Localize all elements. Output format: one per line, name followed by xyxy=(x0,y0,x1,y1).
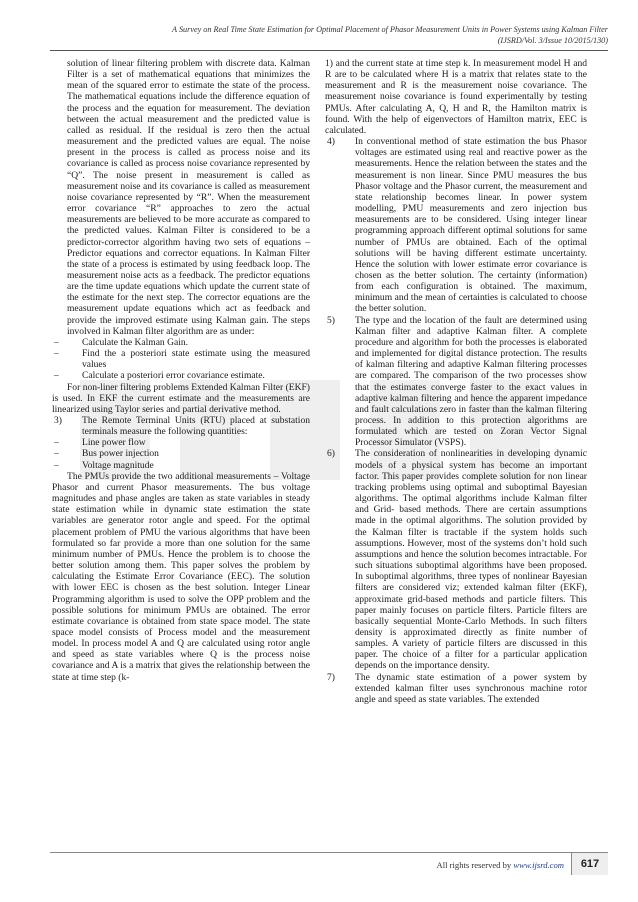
item-text: The consideration of nonlinearities in developing dynamic models of a physical system has become an important factor. This paper provides complete solution for non linear tracking problems using optimal and suboptimal Bayesian algorithms. The optimal algorithms include Kalman filter and Grid- based methods. There are certain assumptions made in the optimal algorithms. The solution provided by the Kalman filter is tractable if the system holds such assumptions. However, most of the systems don’t hold such assumptions and hence the solution becomes intractable. For such situations suboptimal algorithms have been proposed. In suboptimal algorithms, three types of nonlinear Bayesian filters are considered viz; extended kalman filter (EKF), approximate grid-based methods and particle filters. This paper mainly focuses on particle filters. Particle filters are basically sequential Monte-Carlo Methods. In such filters density is approximated directly as finite number of samples. A variety of particle filters are discussed in this paper. The choice of a filter for a particular application depends on the importance density. xyxy=(355,448,587,672)
list-item: – Bus power injection xyxy=(52,448,310,459)
item-text: The type and the location of the fault are determined using Kalman filter and adaptive Kalman filter. A complete procedure and algorithm for both the processes is elaborated and implemented for digital distance protection. The results of kalman filtering and adaptive Kalman filtering processes are compared. The comparison of the two processes show that the estimates converge faster to the exact values in adaptive kalman filtering and hence the apparent impedance and fault calculations zero in faster than the kalman filtering process. In addition to this protection algorithms are formulated which are tested on Zoran Vector Signal Processor Simulator (VSPS). xyxy=(355,314,587,449)
kalman-steps-list xyxy=(52,337,310,382)
header-rule xyxy=(50,50,608,51)
item-text: The Remote Terminal Units (RTU) placed at substation terminals measure the following quantities: xyxy=(82,415,310,438)
list-item-5 xyxy=(325,315,587,449)
item-number: 3) xyxy=(54,415,62,426)
item-number: 4) xyxy=(327,136,335,148)
list-item-4 xyxy=(325,136,587,315)
list-item-3 xyxy=(52,415,310,437)
item-text: The dynamic state estimation of a power system by extended kalman filter uses synchronous machine rotor angle and speed as state variables. The extended xyxy=(355,671,587,705)
item-number: 5) xyxy=(327,314,335,326)
list-item: – Find the a posteriori state estimate using the measured values xyxy=(52,348,310,370)
measurement-model-paragraph: 1) and the current state at time step k. In measurement model H and R are to be calculated where H is a matrix that relates state to the measurement and R is the measurement noise covariance. The measurement noise covariance is found experimentally by testing PMUs. After calculating A, Q, H and R, the Hamilton matrix is found. With the help of eigenvectors of Hamilton matrix, EEC is calculated. xyxy=(325,58,587,136)
list-item: – Line power flow xyxy=(52,437,310,448)
header-title: A Survey on Real Time State Estimation for Optimal Placement of Phasor Measurement Units in Power Systems using Kalman Filter xyxy=(172,25,608,34)
item-number: 7) xyxy=(327,671,335,683)
header-issue: (IJSRD/Vol. 3/Issue 10/2015/130) xyxy=(497,36,608,45)
item-number: 6) xyxy=(327,448,335,460)
footer xyxy=(437,860,564,870)
ekf-paragraph: For non-liner filtering problems Extended Kalman Filter (EKF) is used. In EKF the current estimate and the measurements are linearized using Taylor series and partial derivative method. xyxy=(52,381,310,415)
list-item: – Calculate a posteriori error covariance estimate. xyxy=(52,370,310,381)
item-text: In conventional method of state estimation the bus Phasor voltages are estimated using real and reactive power as the measurements. Hence the relation between the states and the measurement is non linear. Since PMU measures the bus Phasor voltage and the Phasor current, the measurement and state relationship becomes linear. In power system modelling, PMU measurements and zero injection bus measurements are to be considered. Using integer linear programming approach different optimal solutions for same number of PMUs are obtained. Each of the optimal solutions will be having different estimate uncertainty. Hence the solution with lower estimate error covariance is chosen as the better solution. The certainty (information) from each configuration is obtained. The maximum, minimum and the mean of certainties is calculated to choose the better solution. xyxy=(355,136,587,315)
journal-link[interactable]: www.ijsrd.com xyxy=(513,860,564,870)
right-column xyxy=(325,58,587,705)
list-item-6 xyxy=(325,448,587,671)
rights-text: All rights reserved by xyxy=(436,860,512,870)
rtu-quantities-list xyxy=(52,437,310,470)
list-item: – Voltage magnitude xyxy=(52,460,310,471)
running-header xyxy=(48,24,608,46)
kalman-filter-paragraph: solution of linear filtering problem with discrete data. Kalman Filter is a set of mathematical equations that minimizes the mean of the squared error to estimate the state of the process. The mathematical equations include the difference equation of the process and the equation for measurement. The deviation between the actual measurement and the predicted value is called as residual. If the residual is zero then the actual measurement and the predicted values are equal. The noise present in the process is called as process noise and its covariance is called as process noise covariance represented by “Q”. The noise present in measurement is called as measurement noise and its covariance is called as measurement noise covariance represented by “R”. When the measurement error covariance “R” approaches to zero the actual measurements are believed to be more accurate as compared to the predicted values. Kalman Filter is considered to be a predictor-corrector algorithm having two sets of equations –Predictor equations and corrector equations. In Kalman Filter the state of a process is estimated by using feedback loop. The measurement noise acts as a feedback. The predictor equations are the time update equations which update the current state of the estimate for the next step. The corrector equations are the measurement update equations which act as feedback and provide the improved estimate using Kalman gain. The steps involved in Kalman filter algorithm are as under: xyxy=(67,58,310,337)
numbered-list xyxy=(325,136,587,705)
list-item-7 xyxy=(325,672,587,705)
left-column xyxy=(52,58,310,683)
footer-rule xyxy=(50,852,608,853)
pmu-paragraph: The PMUs provide the two additional measurements – Voltage Phasor and current Phasor measurements. The bus voltage magnitudes and phase angles are taken as state variables in steady state estimation while in dynamic state estimation the state variables are generator rotor angle and speed. For the optimal placement problem of PMU the various algorithms that have been formulated so far provide a more than one solution for the same minimum number of PMUs. Hence the problem is to choose the better solution among them. This paper solves the problem by calculating the Estimate Error Covariance (EEC). The solution with lower EEC is chosen as the best solution. Integer Linear Programming algorithm is used to solve the OPP problem and the possible solutions for minimum PMUs are obtained. The error estimate covariance is obtained from state space model. The state space model consists of Process model and the measurement model. In process model A and Q are calculated using rotor angle and speed as state variables where Q is the process noise covariance and A is a matrix that gives the relationship between the state at time step (k- xyxy=(52,470,310,683)
page-number: 617 xyxy=(571,853,608,875)
list-item: – Calculate the Kalman Gain. xyxy=(52,337,310,348)
